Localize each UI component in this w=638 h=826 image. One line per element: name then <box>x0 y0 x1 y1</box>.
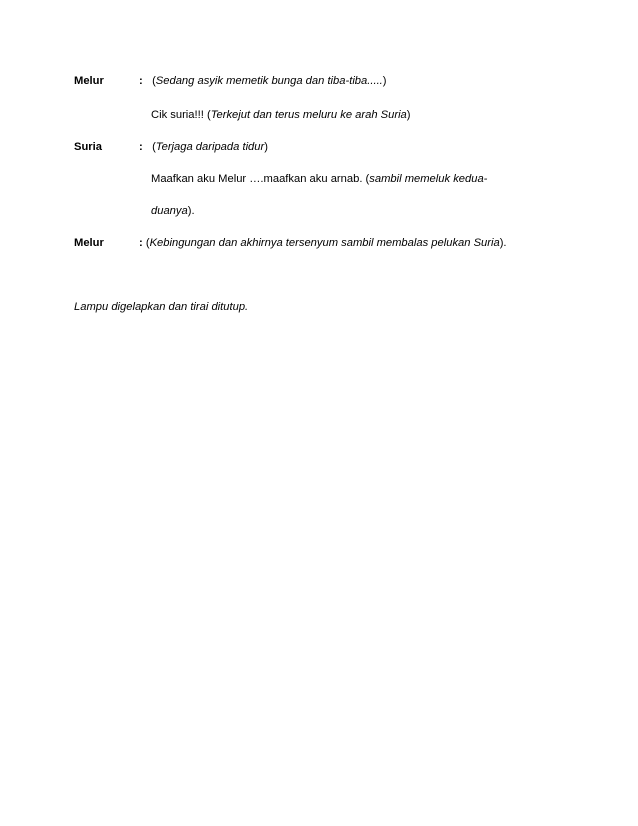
dialogue-line <box>151 108 411 122</box>
stage-direction: Terjaga daripada tidur <box>155 141 265 153</box>
speaker-name: Suria <box>74 141 102 153</box>
speaker-name: Melur <box>74 75 104 87</box>
dialogue-line <box>139 140 268 154</box>
dialogue-line <box>151 204 195 218</box>
dialogue-line <box>139 74 387 88</box>
stage-direction: sambil memeluk kedua- <box>369 173 488 185</box>
paren-open: ( <box>152 75 156 87</box>
colon: : <box>139 141 143 153</box>
stage-direction: Sedang asyik memetik bunga dan tiba-tiba..... <box>155 75 383 87</box>
dialogue-text: Cik suria!!! ( <box>151 109 211 121</box>
paren-close: ). <box>499 237 507 249</box>
paren-close: ) <box>406 109 411 121</box>
paren-close: ) <box>382 75 387 87</box>
dialogue-line <box>151 172 487 186</box>
stage-direction: duanya <box>151 205 188 217</box>
dialogue-text: Maafkan aku Melur ….maafkan aku arnab. ( <box>151 173 370 185</box>
paren-close: ) <box>264 141 268 153</box>
colon: : <box>139 237 143 249</box>
colon: : <box>139 75 143 87</box>
paren-open: ( <box>152 141 156 153</box>
paren-close: ). <box>187 205 195 217</box>
stage-direction: Kebingungan dan akhirnya tersenyum sambil membalas pelukan Suria <box>149 237 500 249</box>
paren-open: ( <box>145 237 150 249</box>
speaker-name: Melur <box>74 237 104 249</box>
stage-direction: Terkejut dan terus meluru ke arah Suria <box>210 109 407 121</box>
dialogue-line <box>139 236 507 250</box>
closing-stage-direction: Lampu digelapkan dan tirai ditutup. <box>74 301 249 313</box>
